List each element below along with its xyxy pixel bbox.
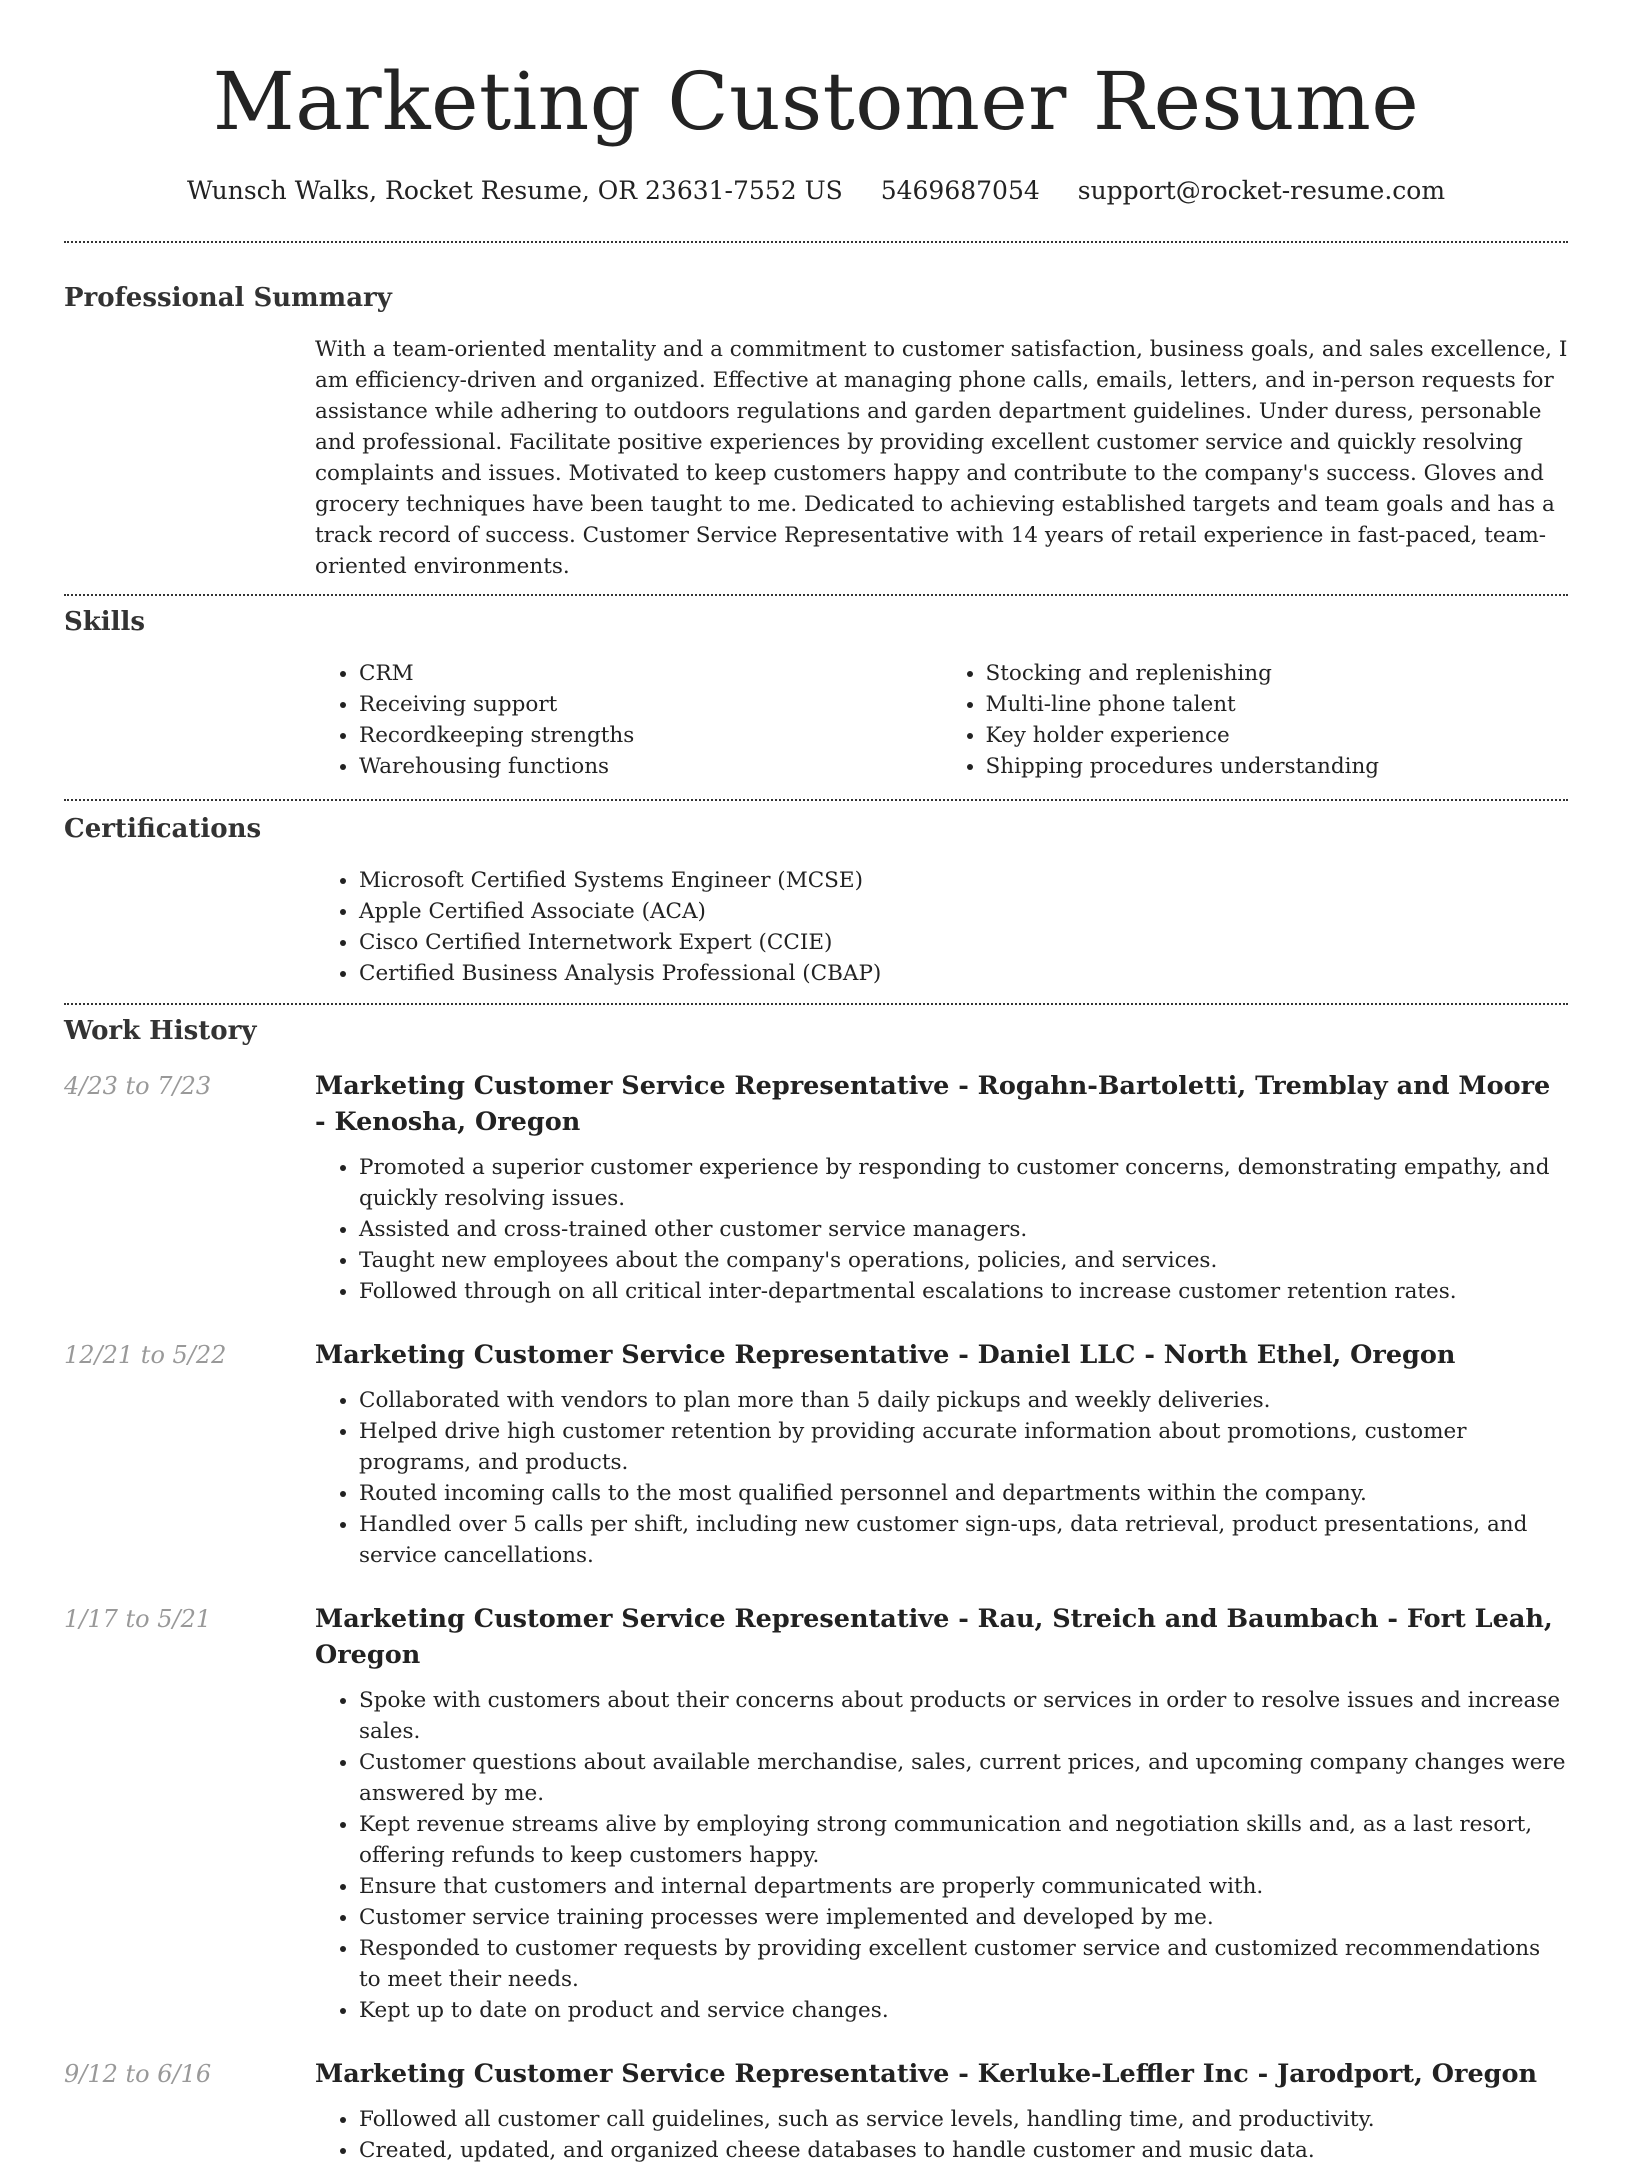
job-details (315, 2056, 1568, 2166)
skills-list-right (942, 658, 1569, 782)
summary-content (315, 334, 1568, 582)
job-bullet: • Followed through on all critical inter-departmental escalations to increase customer retention rates. (359, 1276, 1568, 1307)
skills-columns (315, 658, 1568, 782)
job-bullets (315, 2104, 1568, 2166)
job-bullet: • Taught new employees about the company's operations, policies, and services. (359, 1245, 1568, 1276)
contact-line (64, 174, 1568, 208)
job-bullets (315, 1685, 1568, 2026)
certifications-list (315, 865, 1568, 989)
job-bullet: • Customer questions about available merchandise, sales, current prices, and upcoming company changes were answered by me. (359, 1747, 1568, 1809)
skills-section (64, 605, 1568, 782)
summary-heading: Professional Summary (64, 283, 392, 313)
skill-item: • Key holder experience (986, 720, 1569, 751)
job-bullet: • Created, updated, and organized cheese databases to handle customer and music data. (359, 2135, 1568, 2166)
job-bullet: • Assisted and cross-trained other customer service managers. (359, 1214, 1568, 1245)
resume-title: Marketing Customer Resume (212, 55, 1420, 148)
job-bullet: • Spoke with customers about their concerns about products or services in order to resolve issues and increase sales. (359, 1685, 1568, 1747)
resume-page (64, 0, 1568, 2166)
job-dates: 4/23 to 7/23 (64, 1072, 212, 1100)
skill-item: • CRM (359, 658, 942, 689)
job-bullet: • Kept up to date on product and service changes. (359, 1995, 1568, 2026)
job-dates: 12/21 to 5/22 (64, 1341, 227, 1369)
job-bullet: • Routed incoming calls to the most qualified personnel and departments within the company. (359, 1478, 1568, 1509)
summary-section (64, 281, 1568, 582)
job-bullet: • Customer service training processes were implemented and developed by me. (359, 1902, 1568, 1933)
job-bullet: • Responded to customer requests by providing excellent customer service and customized recommendations to meet their needs. (359, 1933, 1568, 1995)
skills-list-left (315, 658, 942, 782)
certifications-section (64, 812, 1568, 989)
job-details (315, 1601, 1568, 2026)
skill-item: • Warehousing functions (359, 751, 942, 782)
job-title: Marketing Customer Service Representative - Kerluke-Leffler Inc - Jarodport, Oregon (315, 2059, 1538, 2089)
contact-email: support@rocket-resume.com (1077, 176, 1446, 205)
job-title: Marketing Customer Service Representative - Rogahn-Bartoletti, Tremblay and Moore - Kenosha, Oregon (315, 1071, 1551, 1137)
job-entry (64, 1337, 1568, 1571)
job-entry (64, 1068, 1568, 1307)
job-title: Marketing Customer Service Representative - Rau, Streich and Baumbach - Fort Leah, Oregon (315, 1604, 1553, 1670)
job-bullets (315, 1152, 1568, 1307)
skill-item: • Receiving support (359, 689, 942, 720)
job-bullet: • Handled over 5 calls per shift, including new customer sign-ups, data retrieval, product presentations, and service cancellations. (359, 1509, 1568, 1571)
job-details (315, 1337, 1568, 1571)
summary-text: With a team-oriented mentality and a commitment to customer satisfaction, business goals, and sales excellence, I am efficiency-driven and organized. Effective at managing phone calls, emails, letters, and in-person requests for assistance while adhering to outdoors regulations and garden department guidelines. Under duress, personable and professional. Facilitate positive experiences by providing excellent customer service and quickly resolving complaints and issues. Motivated to keep customers happy and contribute to the company's success. Gloves and grocery techniques have been taught to me. Dedicated to achieving established targets and team goals and has a track record of success. Customer Service Representative with 14 years of retail experience in fast-paced, team-oriented environments. (315, 337, 1568, 579)
skills-heading: Skills (64, 607, 146, 637)
job-bullet: • Collaborated with vendors to plan more than 5 daily pickups and weekly deliveries. (359, 1385, 1568, 1416)
job-details (315, 1068, 1568, 1307)
divider (64, 241, 1568, 243)
job-bullet: • Helped drive high customer retention by providing accurate information about promotions, customer programs, and products. (359, 1416, 1568, 1478)
skill-item: • Stocking and replenishing (986, 658, 1569, 689)
skill-item: • Recordkeeping strengths (359, 720, 942, 751)
divider (64, 594, 1568, 596)
certification-item: • Cisco Certified Internetwork Expert (CCIE) (359, 927, 1568, 958)
certifications-content (315, 865, 1568, 989)
divider (64, 799, 1568, 801)
contact-phone: 5469687054 (880, 176, 1040, 205)
skill-item: • Shipping procedures understanding (986, 751, 1569, 782)
certification-item: • Apple Certified Associate (ACA) (359, 896, 1568, 927)
job-bullets (315, 1385, 1568, 1571)
job-title: Marketing Customer Service Representative - Daniel LLC - North Ethel, Oregon (315, 1340, 1456, 1370)
job-dates: 1/17 to 5/21 (64, 1605, 212, 1633)
work-history-section (64, 1014, 1568, 2166)
job-dates: 9/12 to 6/16 (64, 2060, 212, 2088)
certifications-heading: Certifications (64, 814, 262, 844)
contact-address: Wunsch Walks, Rocket Resume, OR 23631-7552 US (186, 176, 843, 205)
job-bullet: • Ensure that customers and internal departments are properly communicated with. (359, 1871, 1568, 1902)
job-bullet: • Followed all customer call guidelines, such as service levels, handling time, and productivity. (359, 2104, 1568, 2135)
skill-item: • Multi-line phone talent (986, 689, 1569, 720)
certification-item: • Microsoft Certified Systems Engineer (MCSE) (359, 865, 1568, 896)
certification-item: • Certified Business Analysis Professional (CBAP) (359, 958, 1568, 989)
job-entry (64, 2056, 1568, 2166)
divider (64, 1003, 1568, 1005)
job-entry (64, 1601, 1568, 2026)
job-bullet: • Promoted a superior customer experience by responding to customer concerns, demonstrating empathy, and quickly resolving issues. (359, 1152, 1568, 1214)
job-bullet: • Kept revenue streams alive by employing strong communication and negotiation skills and, as a last resort, offering refunds to keep customers happy. (359, 1809, 1568, 1871)
work-history-heading: Work History (64, 1016, 257, 1046)
